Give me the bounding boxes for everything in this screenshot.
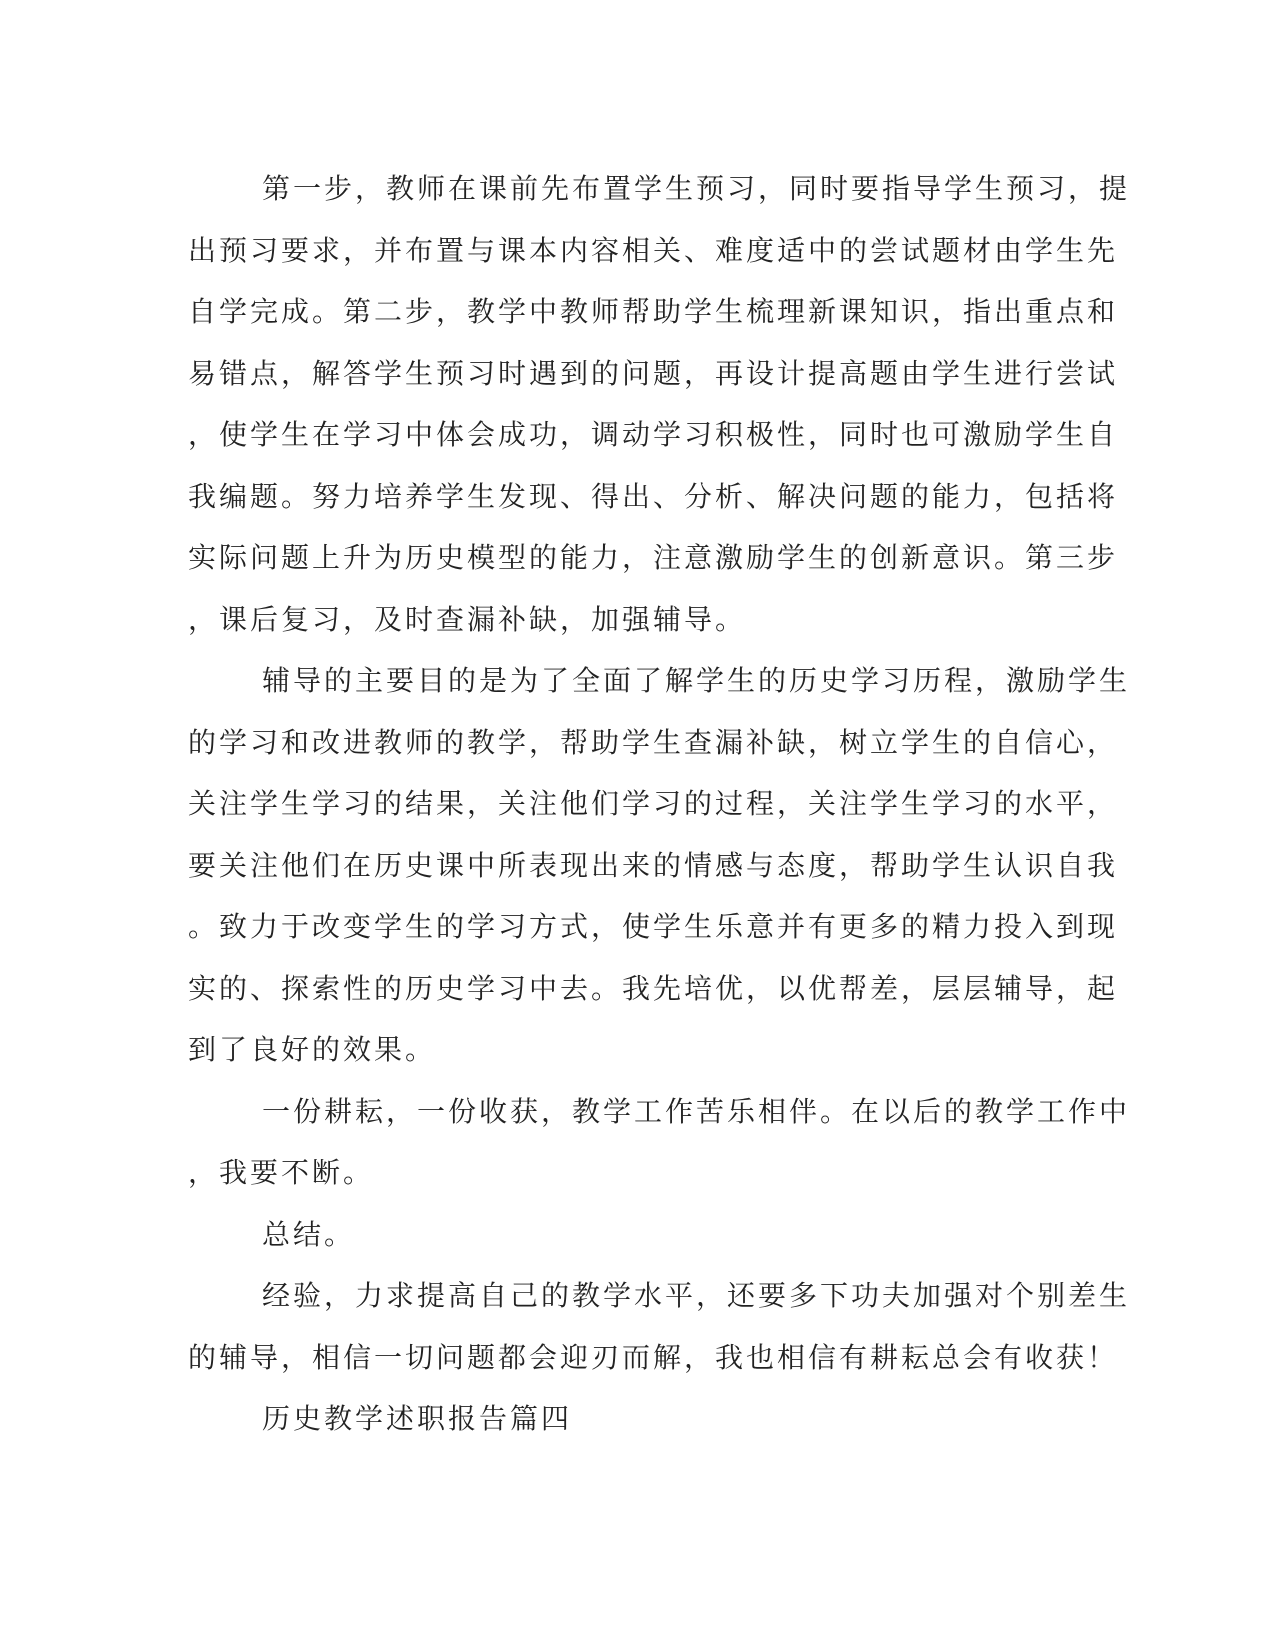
text-line: 自学完成。第二步，教学中教师帮助学生梳理新课知识，指出重点和 [188,295,1119,328]
text-line: ，我要不断。 [188,1156,375,1189]
text-line: 总结。 [262,1217,356,1251]
text-line: 到了良好的效果。 [188,1033,437,1066]
text-line: 关注学生学习的结果，关注他们学习的过程，关注学生学习的水平， [188,787,1119,820]
text-line: 。致力于改变学生的学习方式，使学生乐意并有更多的精力投入到现 [188,910,1119,943]
text-line: ，使学生在学习中体会成功，调动学习积极性，同时也可激励学生自 [188,418,1119,451]
text-line: 实际问题上升为历史模型的能力，注意激励学生的创新意识。第三步 [188,541,1119,574]
text-line: 的辅导，相信一切问题都会迎刃而解，我也相信有耕耘总会有收获！ [188,1340,1119,1374]
text-line: 第一步，教师在课前先布置学生预习，同时要指导学生预习，提 [262,172,1131,205]
text-line: 实的、探索性的历史学习中去。我先培优，以优帮差，层层辅导，起 [188,971,1119,1005]
text-line: 要关注他们在历史课中所表现出来的情感与态度，帮助学生认识自我 [188,848,1119,882]
text-line: 一份耕耘，一份收获，教学工作苦乐相伴。在以后的教学工作中 [262,1094,1131,1128]
section-heading: 历史教学述职报告篇四 [262,1402,573,1435]
text-line: 经验，力求提高自己的教学水平，还要多下功夫加强对个别差生 [262,1279,1131,1312]
text-line: 我编题。努力培养学生发现、得出、分析、解决问题的能力，包括将 [188,479,1119,513]
text-line: 辅导的主要目的是为了全面了解学生的历史学习历程，激励学生 [262,664,1131,697]
text-line: 的学习和改进教师的教学，帮助学生查漏补缺，树立学生的自信心， [188,725,1119,759]
text-line: ，课后复习，及时查漏补缺，加强辅导。 [188,602,747,636]
document-body [188,158,1131,1450]
text-line: 易错点，解答学生预习时遇到的问题，再设计提高题由学生进行尝试 [188,356,1119,390]
text-line: 出预习要求，并布置与课本内容相关、难度适中的尝试题材由学生先 [188,233,1119,267]
